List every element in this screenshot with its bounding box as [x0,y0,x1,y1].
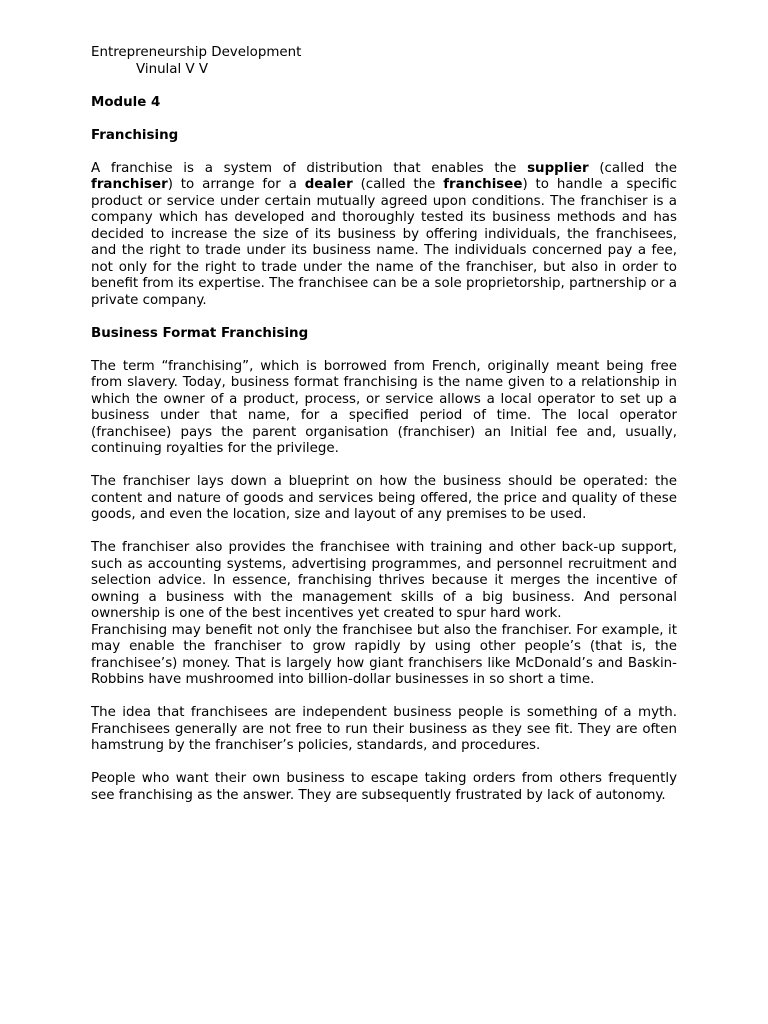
section-title-business-format: Business Format Franchising [91,325,309,341]
paragraph-myth: The idea that franchisees are independent business people is something of a myth. Franchisees generally are not free to run their business as they see fit. They are often hamstrung by the franchiser’s policies, standards, and procedures. [91,705,677,753]
term-franchisee: franchisee [443,177,523,192]
paragraph-support: The franchiser also provides the franchisee with training and other back-up support, such as accounting systems, advertising programmes, and personnel recruitment and selection advice. In essence, franchising thrives because it merges the incentive of owning a business with the management skills of a big business. And personal ownership is one of the best incentives yet created to spur hard work. [91,540,677,621]
module-title: Module 4 [91,94,161,110]
franchise-definition-paragraph: A franchise is a system of distribution that enables the supplier (called the franchiser) to arrange for a dealer (called the franchisee) to handle a specific product or service under certain mutually agreed upon conditions. The franchiser is a company which has developed and thoroughly tested its business methods and has decided to increase the size of its business by offering individuals, the franchisees, and the right to trade under its business name. The individuals concerned pay a fee, not only for the right to trade under the name of the franchiser, but also in order to benefit from its expertise. The franchisee can be a sole proprietorship, partnership or a private company. [91,160,677,308]
document-page [91,45,677,804]
term-supplier: supplier [527,160,589,176]
term-dealer: dealer [304,177,353,192]
author-name: Vinulal V V [136,61,209,77]
paragraph-blueprint: The franchiser lays down a blueprint on how the business should be operated: the content and nature of goods and services being offered, the price and quality of these goods, and even the location, size and layout of any premises to be used. [91,474,677,522]
term-franchiser: franchiser [91,177,168,192]
course-title: Entrepreneurship Development [91,45,302,60]
paragraph-origin: The term “franchising”, which is borrowed from French, originally meant being free from slavery. Today, business format franchising is the name given to a relationship in which the owner of a product, process, or service allows a local operator to set up a business under that name, for a specified period of time. The local operator (franchisee) pays the parent organisation (franchiser) an Initial fee and, usually, continuing royalties for the privilege. [91,358,677,456]
section-title-franchising: Franchising [91,127,179,143]
paragraph-benefits: Franchising may benefit not only the franchisee but also the franchiser. For example, it may enable the franchiser to grow rapidly by using other people’s (that is, the franchisee’s) money. That is largely how giant franchisers like McDonald’s and Baskin-Robbins have mushroomed into billion-dollar businesses in so short a time. [91,622,677,687]
paragraph-autonomy: People who want their own business to escape taking orders from others frequently see franchising as the answer. They are subsequently frustrated by lack of autonomy. [91,771,677,803]
